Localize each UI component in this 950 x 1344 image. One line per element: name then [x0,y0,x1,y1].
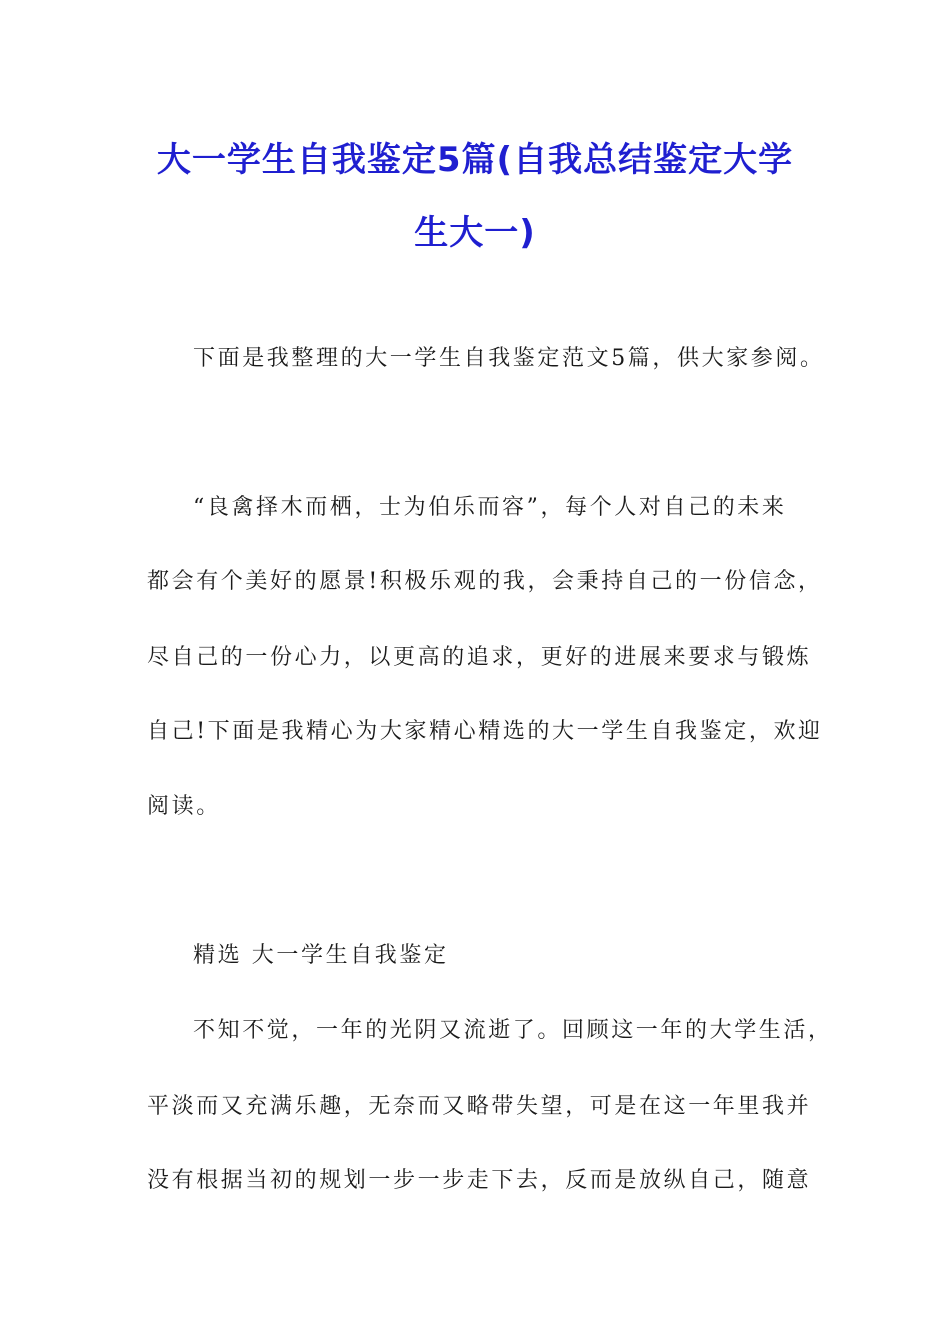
section-heading: 精选 大一学生自我鉴定 [193,943,449,968]
paragraph-2-line-1: 不知不觉，一年的光阴又流逝了。回顾这一年的大学生活， [193,1018,833,1043]
document-title-line-1: 大一学生自我鉴定5篇(自我总结鉴定大学 [156,140,794,180]
paragraph-1-line-3: 尽自己的一份心力，以更高的追求，更好的进展来要求与锻炼 [147,645,812,670]
paragraph-1-line-5: 阅读。 [147,794,221,819]
paragraph-1-line-2: 都会有个美好的愿景!积极乐观的我，会秉持自己的一份信念， [147,569,823,594]
document-title-line-2: 生大一) [414,213,536,253]
paragraph-2-line-2: 平淡而又充满乐趣，无奈而又略带失望，可是在这一年里我并 [147,1094,812,1119]
paragraph-1-line-4: 自己!下面是我精心为大家精心精选的大一学生自我鉴定，欢迎 [147,719,823,744]
paragraph-2-line-3: 没有根据当初的规划一步一步走下去，反而是放纵自己，随意 [147,1168,812,1193]
intro-text: 下面是我整理的大一学生自我鉴定范文5篇，供大家参阅。 [193,346,825,371]
paragraph-1-line-1: “良禽择木而栖，士为伯乐而容”，每个人对自己的未来 [193,495,787,520]
